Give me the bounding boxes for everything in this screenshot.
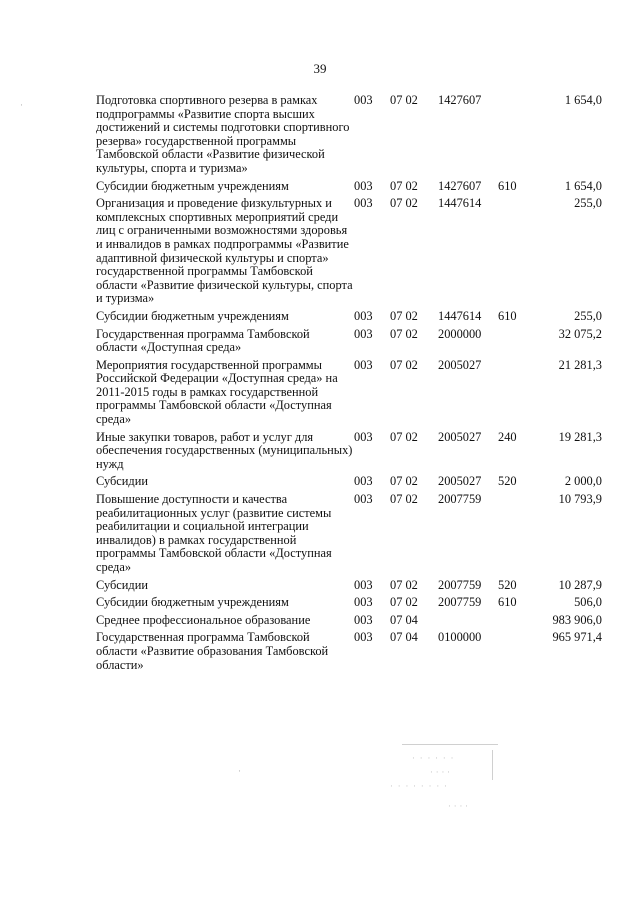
row-amount: 10 287,9 [558,577,602,592]
row-target-code: 2005027 [438,474,482,489]
row-target-code: 2007759 [438,492,482,507]
row-target-code: 1427607 [438,93,482,107]
budget-table-body [96,94,602,676]
row-name: Субсидии бюджетным учреждениям [96,595,289,610]
row-name: Субсидии [96,577,148,592]
row-expense-type [498,94,532,180]
row-target-code: 1447614 [438,308,482,323]
row-amount: 32 075,2 [558,326,602,341]
row-amount: 21 281,3 [558,357,602,372]
table-row [96,94,602,180]
row-section-code: 07 02 [390,196,418,211]
table-row [96,579,602,597]
row-name: Государственная программа Тамбовской области «Развитие образования Тамбовской области» [96,630,329,672]
row-target-code: 2007759 [438,577,482,592]
row-name: Субсидии бюджетным учреждениям [96,308,289,323]
row-target-code: 1427607 [438,178,482,193]
row-target-code: 2005027 [438,357,482,372]
row-ministry-code: 003 [354,595,373,610]
row-section-code: 07 02 [390,429,418,444]
row-ministry-code: 003 [354,93,373,107]
scan-speck: · [238,766,241,776]
row-target-code: 2005027 [438,429,482,444]
row-expense-type: 610 [498,308,517,323]
row-target-code: 1447614 [438,196,482,211]
faded-stamp: · · · · · · · · · · · · · · · · · · · · · · [372,742,522,830]
row-expense-type: 610 [498,178,517,193]
row-section-code: 07 02 [390,492,418,507]
table-row [96,310,602,328]
row-section-code: 07 02 [390,577,418,592]
row-section-code: 07 04 [390,630,418,645]
table-row [96,493,602,579]
row-amount: 255,0 [574,308,602,323]
row-ministry-code: 003 [354,308,373,323]
row-name: Субсидии бюджетным учреждениям [96,178,289,193]
row-ministry-code: 003 [354,577,373,592]
row-name: Государственная программа Тамбовской области «Доступная среда» [96,326,310,355]
row-section-code: 07 02 [390,595,418,610]
row-amount: 255,0 [574,196,602,211]
row-ministry-code: 003 [354,492,373,507]
row-ministry-code: 003 [354,474,373,489]
row-name: Иные закупки товаров, работ и услуг для обеспечения государственных (муниципальных) нужд [96,429,353,471]
row-amount: 983 906,0 [552,612,602,627]
row-expense-type: 610 [498,595,517,610]
row-expense-type [498,359,532,431]
row-ministry-code: 003 [354,196,373,211]
row-name: Субсидии [96,474,148,489]
scan-speck: · [20,100,23,110]
row-section-code: 07 02 [390,474,418,489]
row-target-code: 0100000 [438,630,482,645]
row-name: Среднее профессиональное образование [96,612,311,627]
row-expense-type [498,328,532,359]
row-section-code: 07 02 [390,308,418,323]
table-row [96,359,602,431]
row-expense-type [498,493,532,579]
table-row [96,631,602,676]
row-ministry-code: 003 [354,630,373,645]
row-amount: 10 793,9 [558,492,602,507]
row-amount: 2 000,0 [564,474,602,489]
row-name: Повышение доступности и качества реабилитационных услуг (развитие системы реабилитации и социальной интеграции инвалидов) в рамках государственной программы Тамбовской области «Доступная среда» [96,492,332,574]
table-row [96,431,602,476]
row-ministry-code: 003 [354,612,373,627]
budget-table [96,94,602,676]
row-section-code: 07 02 [390,178,418,193]
table-row [96,180,602,198]
row-section-code: 07 02 [390,357,418,372]
row-expense-type [498,631,532,676]
row-section-code: 07 02 [390,326,418,341]
row-name: Подготовка спортивного резерва в рамках подпрограммы «Развитие спорта высших достижений и системы подготовки спортивного резерва» государственной программы Тамбовской области «Развитие физической культуры, спорта и туризма» [96,93,350,175]
row-amount: 1 654,0 [564,178,602,193]
row-target-code: 2007759 [438,595,482,610]
row-ministry-code: 003 [354,178,373,193]
row-amount: 19 281,3 [558,429,602,444]
page-number: 39 [313,61,327,76]
row-section-code: 07 02 [390,93,418,107]
row-ministry-code: 003 [354,326,373,341]
row-expense-type [498,614,532,632]
row-target-code [438,614,498,632]
row-name: Организация и проведение физкультурных и комплексных спортивных мероприятий среди лиц с ограниченными возможностями здоровья и инвалидов в рамках подпрограммы «Развитие адаптивной физической культуры и спорта» государственной программы Тамбовской области «Развитие физической культуры, спорта и туризма» [96,196,353,306]
row-amount: 1 654,0 [564,93,602,107]
row-amount: 965 971,4 [552,630,602,645]
row-target-code: 2000000 [438,326,482,341]
row-expense-type: 240 [498,429,517,444]
table-row [96,614,602,632]
row-name: Мероприятия государственной программы Российской Федерации «Доступная среда» на 2011-2015 годы в рамках государственной программы Тамбовской области «Доступная среда» [96,357,338,427]
row-section-code: 07 04 [390,612,418,627]
table-row [96,197,602,310]
row-ministry-code: 003 [354,357,373,372]
table-row [96,475,602,493]
row-expense-type: 520 [498,577,517,592]
row-expense-type: 520 [498,474,517,489]
row-ministry-code: 003 [354,429,373,444]
row-expense-type [498,197,532,310]
table-row [96,328,602,359]
row-amount: 506,0 [574,595,602,610]
table-row [96,596,602,614]
